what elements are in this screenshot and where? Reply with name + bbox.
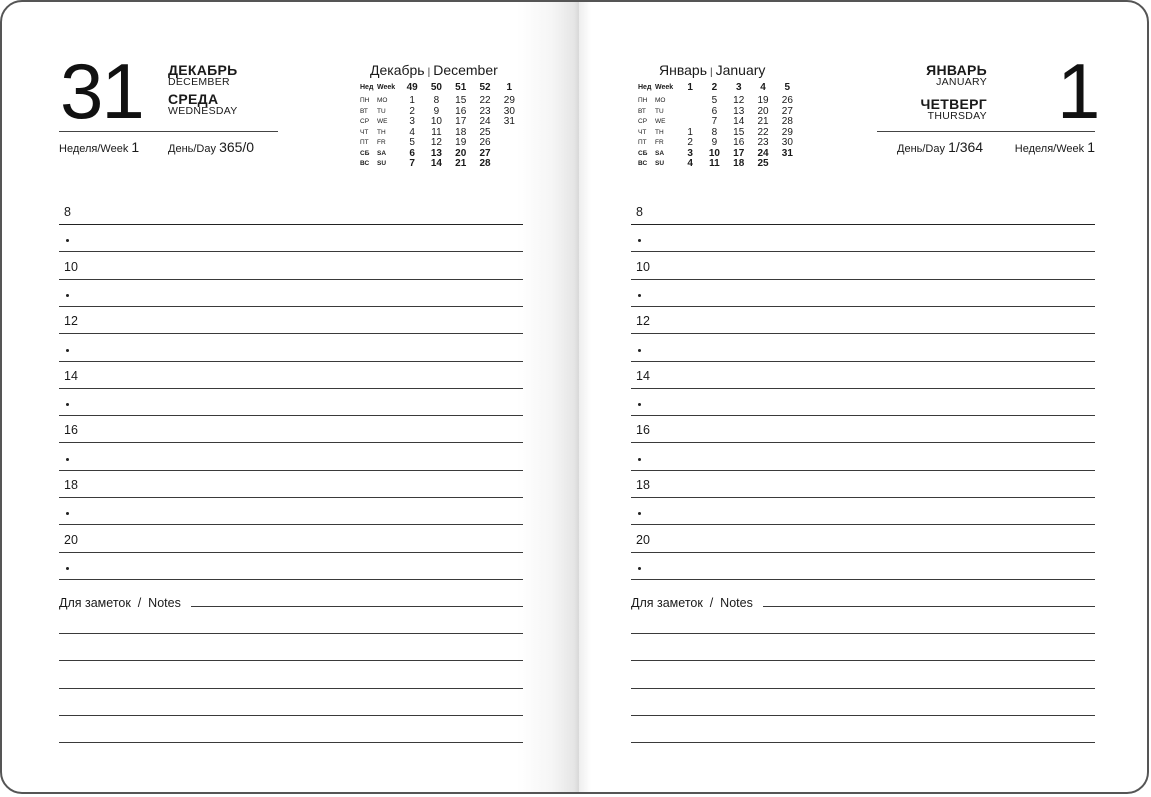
calendar-day: 14	[430, 158, 442, 169]
calendar-day: 10	[430, 116, 442, 127]
header-rule	[877, 131, 1095, 132]
right-page	[577, 2, 1149, 792]
half-hour-dot	[638, 239, 641, 242]
weekday-en: SU	[655, 160, 665, 167]
hour-rule	[631, 579, 1095, 580]
hour-label: 18	[64, 478, 78, 492]
calendar-day	[497, 149, 521, 160]
calendar-row-tu	[638, 107, 799, 118]
hour-rule	[59, 470, 523, 471]
half-hour-dot	[66, 239, 69, 242]
calendar-day: 20	[757, 105, 769, 117]
hour-label: 14	[636, 368, 650, 383]
calendar-week-number: 51	[455, 82, 467, 93]
calendar-day	[678, 107, 702, 118]
hour-rule	[631, 415, 1095, 416]
hour-label: 12	[636, 314, 650, 329]
weekday-en: WE	[377, 118, 388, 125]
calendar-day: 8	[711, 126, 718, 138]
calendar-head-ru: Нед	[638, 84, 652, 91]
hour-label: 12	[64, 314, 78, 329]
month-en: DECEMBER	[168, 76, 230, 88]
hour-rule	[59, 415, 523, 416]
weekday-ru: ВС	[638, 160, 648, 167]
calendar-day: 23	[757, 137, 769, 148]
month-en: JANUARY	[936, 76, 987, 88]
calendar-day: 24	[757, 147, 769, 159]
calendar-day: 26	[781, 95, 793, 106]
calendar-day	[497, 159, 521, 170]
calendar-day: 31	[503, 116, 515, 127]
hour-rule	[59, 361, 523, 362]
weekday-ru: СБ	[360, 149, 370, 157]
half-hour-dot	[638, 567, 641, 570]
weekday-ru: СРЕДА	[168, 91, 219, 107]
hour-label: 10	[636, 259, 650, 274]
calendar-day	[678, 96, 702, 107]
weekday-ru: СР	[360, 118, 370, 125]
calendar-day: 16	[733, 137, 745, 148]
calendar-day: 7	[711, 116, 718, 127]
weekday-en: TU	[377, 107, 386, 115]
week-label: Неделя/Week	[59, 143, 129, 155]
hour-label: 8	[64, 205, 71, 219]
hour-rule	[59, 442, 523, 443]
weekday-ru: ПТ	[360, 139, 369, 146]
calendar-row-su	[360, 159, 521, 170]
day-counter	[168, 139, 254, 155]
calendar-day: 3	[409, 116, 415, 127]
notes-rule	[631, 688, 1095, 689]
hour-rule	[59, 388, 523, 389]
calendar-day: 19	[757, 95, 769, 106]
notes-rule	[59, 660, 523, 661]
hour-rule	[631, 470, 1095, 471]
weekday-ru: ВТ	[638, 107, 646, 115]
weekday-en: SU	[377, 160, 387, 167]
calendar-week-number: 4	[760, 82, 766, 93]
calendar-day: 22	[479, 95, 491, 106]
hour-rule	[631, 388, 1095, 389]
calendar-day: 2	[687, 137, 693, 148]
weekday-ru: ВТ	[360, 107, 368, 115]
day-label: День/Day	[168, 143, 216, 155]
notes-title-rule	[191, 606, 523, 607]
weekday-en: TU	[655, 107, 664, 115]
calendar-title-en: January	[715, 62, 766, 78]
half-hour-dot	[66, 512, 69, 515]
weekday-en: TH	[655, 128, 664, 136]
calendar-day: 17	[733, 147, 745, 159]
hour-label: 10	[64, 259, 78, 274]
notes-rule	[59, 633, 523, 634]
calendar-row-we	[360, 117, 521, 128]
calendar-day: 8	[433, 95, 440, 106]
half-hour-dot	[638, 349, 641, 352]
hour-rule	[631, 497, 1095, 498]
weekday-en: FR	[377, 139, 386, 146]
calendar-day: 5	[409, 137, 415, 148]
calendar-day: 18	[733, 158, 745, 169]
weekday-ru: СБ	[638, 149, 648, 157]
calendar-day: 30	[503, 105, 515, 117]
hour-rule	[631, 251, 1095, 252]
calendar-day: 27	[479, 147, 491, 159]
calendar-row-fr	[638, 138, 799, 149]
calendar-day: 4	[687, 158, 693, 169]
half-hour-dot	[638, 458, 641, 461]
week-value: 1	[131, 139, 140, 155]
weekday-ru: ПН	[638, 97, 648, 104]
calendar-day: 21	[757, 116, 769, 127]
weekday-ru: ЧТ	[638, 128, 647, 136]
calendar-week-header	[360, 79, 521, 96]
calendar-day: 6	[409, 147, 415, 159]
week-value: 1	[1087, 139, 1095, 155]
day-number: 1	[1057, 47, 1099, 135]
calendar-title-en: December	[433, 62, 498, 78]
calendar-week-number: 3	[735, 82, 742, 93]
calendar-day: 11	[431, 126, 442, 138]
notes-rule	[631, 742, 1095, 743]
day-label: День/Day	[897, 143, 945, 155]
calendar-day: 9	[433, 105, 440, 117]
calendar-day: 23	[479, 105, 491, 117]
calendar-day	[497, 138, 521, 149]
calendar-day: 30	[781, 137, 793, 148]
calendar-day: 12	[430, 137, 442, 148]
hour-rule	[59, 279, 523, 280]
weekday-ru: СР	[638, 118, 648, 125]
notes-rule	[631, 633, 1095, 634]
calendar-day: 7	[409, 158, 415, 169]
calendar-week-number: 50	[430, 82, 442, 93]
calendar-row-th	[638, 128, 799, 139]
hour-rule	[59, 524, 523, 525]
calendar-head-en: Week	[377, 84, 396, 91]
calendar-day: 15	[455, 95, 467, 106]
hour-rule	[631, 279, 1095, 280]
mini-calendar	[360, 79, 521, 170]
hour-label: 18	[636, 478, 650, 492]
calendar-day: 11	[709, 158, 720, 169]
hour-rule	[59, 306, 523, 307]
notes-rule	[631, 715, 1095, 716]
weekday-ru: ВС	[360, 160, 370, 167]
weekday-ru: ПТ	[638, 139, 647, 146]
calendar-day: 6	[711, 105, 718, 117]
weekday-en: THURSDAY	[927, 110, 987, 122]
calendar-row-mo	[360, 96, 521, 107]
calendar-day: 2	[409, 105, 415, 117]
half-hour-dot	[638, 403, 641, 406]
calendar-week-number: 49	[406, 82, 418, 93]
hour-rule	[631, 442, 1095, 443]
half-hour-dot	[66, 403, 69, 406]
calendar-day: 19	[455, 137, 467, 148]
weekday-en: WE	[655, 118, 666, 125]
calendar-day: 21	[455, 158, 467, 169]
day-value: 1/364	[948, 139, 984, 155]
hour-rule	[59, 552, 523, 553]
half-hour-dot	[66, 567, 69, 570]
calendar-row-we	[638, 117, 799, 128]
half-hour-dot	[638, 294, 641, 297]
calendar-day: 24	[479, 116, 491, 127]
hour-label: 16	[636, 423, 650, 438]
half-hour-dot	[66, 294, 69, 297]
hour-rule	[631, 361, 1095, 362]
calendar-week-number: 52	[479, 82, 491, 93]
weekday-en: MO	[655, 97, 666, 104]
hour-label: 20	[64, 532, 78, 547]
weekday-en: MO	[377, 97, 388, 104]
hour-rule	[59, 333, 523, 334]
weekday-en: SA	[655, 149, 665, 157]
month-ru: ДЕКАБРЬ	[168, 62, 238, 78]
calendar-day: 1	[687, 126, 693, 138]
notes-rule	[631, 660, 1095, 661]
calendar-day: 25	[479, 126, 491, 138]
weekday-en: FR	[655, 139, 664, 146]
calendar-day: 29	[781, 126, 793, 138]
calendar-day	[497, 128, 521, 139]
calendar-head-en: Week	[655, 84, 674, 91]
calendar-day: 10	[708, 147, 720, 159]
weekday-ru: ЧЕТВЕРГ	[920, 96, 987, 112]
hour-rule	[631, 224, 1095, 225]
mini-calendar	[638, 79, 799, 170]
calendar-day: 28	[781, 116, 793, 127]
calendar-day: 17	[455, 116, 467, 127]
hour-rule	[631, 333, 1095, 334]
hour-label: 20	[636, 532, 650, 547]
calendar-week-header	[638, 79, 799, 96]
month-ru: ЯНВАРЬ	[926, 62, 987, 78]
hour-rule	[59, 224, 523, 225]
header-rule	[59, 131, 278, 132]
notes-label: Для заметок / Notes	[59, 596, 181, 610]
calendar-week-number: 1	[687, 82, 693, 93]
half-hour-dot	[638, 512, 641, 515]
notes-rule	[59, 742, 523, 743]
week-label: Неделя/Week	[1014, 143, 1085, 155]
calendar-day: 4	[409, 126, 415, 138]
calendar-day: 3	[687, 147, 693, 159]
weekday-en: TH	[377, 128, 386, 136]
hour-rule	[631, 306, 1095, 307]
left-page	[2, 2, 577, 792]
hour-rule	[631, 524, 1095, 525]
calendar-head-ru: Нед	[360, 84, 374, 91]
half-hour-dot	[66, 458, 69, 461]
calendar-title	[659, 62, 765, 78]
hour-rule	[631, 552, 1095, 553]
hour-label: 8	[636, 205, 643, 219]
calendar-week-number: 1	[506, 82, 513, 93]
calendar-week-number: 2	[711, 82, 718, 93]
notes-rule	[59, 688, 523, 689]
calendar-day: 13	[430, 147, 442, 159]
calendar-day: 9	[711, 137, 718, 148]
calendar-row-fr	[360, 138, 521, 149]
hour-rule	[59, 497, 523, 498]
calendar-day: 25	[757, 158, 769, 169]
calendar-day: 20	[455, 147, 467, 159]
calendar-day	[775, 159, 799, 170]
week-counter	[59, 139, 139, 155]
calendar-row-mo	[638, 96, 799, 107]
calendar-title	[370, 62, 498, 78]
calendar-day: 12	[733, 95, 745, 106]
week-counter	[1015, 139, 1095, 155]
notes-label: Для заметок / Notes	[631, 596, 753, 610]
calendar-day: 16	[455, 105, 467, 117]
calendar-day: 5	[711, 95, 718, 106]
notes-title-rule	[763, 606, 1095, 607]
calendar-day: 26	[479, 137, 491, 148]
calendar-week-number: 5	[784, 82, 791, 93]
calendar-day: 1	[409, 95, 415, 106]
notes-rule	[59, 715, 523, 716]
calendar-day	[678, 117, 702, 128]
calendar-title-ru: Декабрь	[370, 62, 425, 78]
calendar-day: 28	[479, 158, 491, 169]
hour-label: 14	[64, 368, 78, 383]
weekday-ru: ЧТ	[360, 128, 369, 136]
calendar-day: 15	[733, 126, 745, 138]
hour-label: 16	[64, 423, 78, 438]
half-hour-dot	[66, 349, 69, 352]
day-counter	[897, 139, 983, 155]
calendar-day: 29	[503, 95, 515, 106]
day-value: 365/0	[219, 139, 255, 155]
calendar-day: 13	[733, 105, 745, 117]
hour-rule	[59, 251, 523, 252]
calendar-day: 14	[733, 116, 745, 127]
calendar-day: 27	[781, 105, 793, 117]
weekday-en: SA	[377, 149, 387, 157]
calendar-row-su	[638, 159, 799, 170]
calendar-title-ru: Январь	[659, 62, 707, 78]
weekday-ru: ПН	[360, 97, 370, 104]
hour-rule	[59, 579, 523, 580]
calendar-day: 22	[757, 126, 769, 138]
calendar-day: 31	[781, 147, 793, 159]
weekday-en: WEDNESDAY	[168, 105, 238, 117]
calendar-title-separator: |	[710, 67, 713, 78]
calendar-day: 18	[455, 126, 467, 138]
calendar-title-separator: |	[427, 67, 431, 78]
day-number: 31	[60, 47, 143, 135]
